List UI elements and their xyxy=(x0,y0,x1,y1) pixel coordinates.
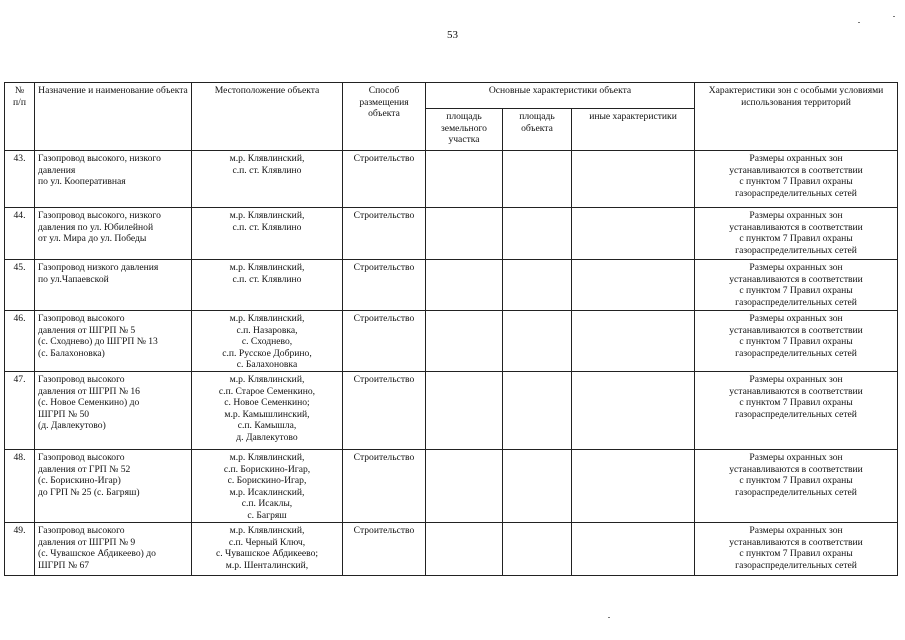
row-number: 46. xyxy=(5,311,35,372)
row-placement-method: Строительство xyxy=(343,311,426,372)
table-row xyxy=(5,311,898,372)
row-number: 44. xyxy=(5,208,35,260)
row-purpose: Газопровод высокого давления от ШГРП № 9 (с. Чувашское Абдикеево) до ШГРП № 67 xyxy=(35,523,192,576)
row-zone-characteristics: Размеры охранных зон устанавливаются в соответствии с пунктом 7 Правил охраны газораспределительных сетей xyxy=(695,311,898,372)
header-location: Местоположение объекта xyxy=(192,83,343,151)
row-other-characteristics xyxy=(572,208,695,260)
scan-speck xyxy=(608,617,610,618)
row-zone-characteristics: Размеры охранных зон устанавливаются в соответствии с пунктом 7 Правил охраны газораспределительных сетей xyxy=(695,260,898,311)
row-purpose: Газопровод высокого давления от ГРП № 52 (с. Борискино-Игар) до ГРП № 25 (с. Багряш) xyxy=(35,450,192,523)
row-purpose: Газопровод высокого давления от ШГРП № 5 (с. Сходнево) до ШГРП № 13 (с. Балахоновка) xyxy=(35,311,192,372)
header-object-area: площадь объекта xyxy=(503,109,572,151)
row-zone-characteristics: Размеры охранных зон устанавливаются в соответствии с пунктом 7 Правил охраны газораспределительных сетей xyxy=(695,151,898,208)
row-purpose: Газопровод высокого, низкого давления по ул. Кооперативная xyxy=(35,151,192,208)
header-number: № п/п xyxy=(5,83,35,151)
row-location: м.р. Клявлинский, с.п. Назаровка, с. Сходнево, с.п. Русское Добрино, с. Балахоновка xyxy=(192,311,343,372)
row-land-area xyxy=(426,523,503,576)
row-zone-characteristics: Размеры охранных зон устанавливаются в соответствии с пунктом 7 Правил охраны газораспределительных сетей xyxy=(695,523,898,576)
scan-speck xyxy=(858,22,860,23)
row-other-characteristics xyxy=(572,151,695,208)
header-other-characteristics: иные характеристики xyxy=(572,109,695,151)
row-placement-method: Строительство xyxy=(343,208,426,260)
row-object-area xyxy=(503,372,572,450)
gas-pipeline-register-table xyxy=(4,82,898,576)
row-number: 48. xyxy=(5,450,35,523)
page-number: 53 xyxy=(447,29,458,41)
row-location: м.р. Клявлинский, с.п. ст. Клявлино xyxy=(192,151,343,208)
table-row xyxy=(5,260,898,311)
row-number: 43. xyxy=(5,151,35,208)
row-placement-method: Строительство xyxy=(343,450,426,523)
row-placement-method: Строительство xyxy=(343,523,426,576)
scan-speck xyxy=(893,16,895,17)
row-land-area xyxy=(426,450,503,523)
header-main-characteristics: Основные характеристики объекта xyxy=(426,83,695,109)
row-other-characteristics xyxy=(572,372,695,450)
row-purpose: Газопровод низкого давления по ул.Чапаевской xyxy=(35,260,192,311)
header-purpose: Назначение и наименование объекта xyxy=(35,83,192,151)
row-object-area xyxy=(503,450,572,523)
header-land-area: площадь земельного участка xyxy=(426,109,503,151)
table-row xyxy=(5,208,898,260)
table-row xyxy=(5,523,898,576)
row-other-characteristics xyxy=(572,523,695,576)
row-other-characteristics xyxy=(572,450,695,523)
row-object-area xyxy=(503,523,572,576)
table-row xyxy=(5,450,898,523)
table-body xyxy=(5,151,898,576)
row-land-area xyxy=(426,311,503,372)
row-land-area xyxy=(426,372,503,450)
row-other-characteristics xyxy=(572,260,695,311)
header-zone-characteristics: Характеристики зон с особыми условиями использования территорий xyxy=(695,83,898,151)
row-location: м.р. Клявлинский, с.п. ст. Клявлино xyxy=(192,208,343,260)
row-purpose: Газопровод высокого, низкого давления по ул. Юбилейной от ул. Мира до ул. Победы xyxy=(35,208,192,260)
row-number: 47. xyxy=(5,372,35,450)
row-object-area xyxy=(503,208,572,260)
row-object-area xyxy=(503,260,572,311)
row-location: м.р. Клявлинский, с.п. Старое Семенкино, с. Новое Семенкино; м.р. Камышлинский, с.п. Камышла, д. Давлекутово xyxy=(192,372,343,450)
row-placement-method: Строительство xyxy=(343,151,426,208)
row-location: м.р. Клявлинский, с.п. ст. Клявлино xyxy=(192,260,343,311)
row-zone-characteristics: Размеры охранных зон устанавливаются в соответствии с пунктом 7 Правил охраны газораспределительных сетей xyxy=(695,208,898,260)
row-number: 49. xyxy=(5,523,35,576)
table-row xyxy=(5,151,898,208)
row-land-area xyxy=(426,208,503,260)
row-location: м.р. Клявлинский, с.п. Черный Ключ, с. Чувашское Абдикеево; м.р. Шенталинский, xyxy=(192,523,343,576)
table-row xyxy=(5,372,898,450)
row-placement-method: Строительство xyxy=(343,260,426,311)
row-number: 45. xyxy=(5,260,35,311)
row-zone-characteristics: Размеры охранных зон устанавливаются в соответствии с пунктом 7 Правил охраны газораспределительных сетей xyxy=(695,372,898,450)
row-object-area xyxy=(503,151,572,208)
header-placement-method: Способ размещения объекта xyxy=(343,83,426,151)
row-land-area xyxy=(426,151,503,208)
row-land-area xyxy=(426,260,503,311)
row-location: м.р. Клявлинский, с.п. Борискино-Игар, с. Борискино-Игар, м.р. Исаклинский, с.п. Исаклы, с. Багряш xyxy=(192,450,343,523)
row-object-area xyxy=(503,311,572,372)
row-zone-characteristics: Размеры охранных зон устанавливаются в соответствии с пунктом 7 Правил охраны газораспределительных сетей xyxy=(695,450,898,523)
row-purpose: Газопровод высокого давления от ШГРП № 16 (с. Новое Семенкино) до ШГРП № 50 (д. Давлекутово) xyxy=(35,372,192,450)
row-placement-method: Строительство xyxy=(343,372,426,450)
row-other-characteristics xyxy=(572,311,695,372)
